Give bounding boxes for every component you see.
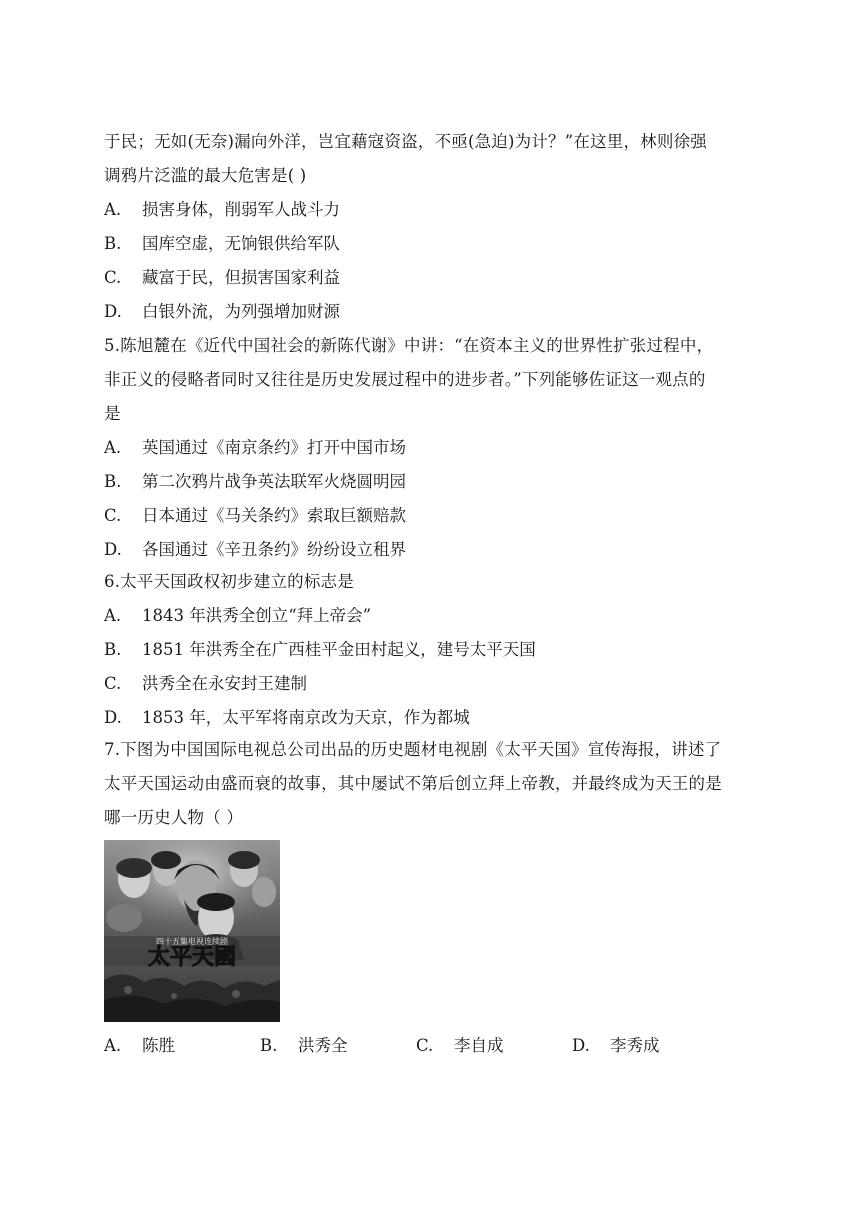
q5-option-a: A. 英国通过《南京条约》打开中国市场 bbox=[104, 438, 406, 457]
q6-option-c: C. 洪秀全在永安封王建制 bbox=[104, 674, 307, 693]
q5-stem-line: 是 bbox=[104, 404, 121, 423]
q4-option-c: C. 藏富于民，但损害国家利益 bbox=[104, 268, 340, 287]
q6-stem: 6.太平天国政权初步建立的标志是 bbox=[104, 572, 354, 591]
q7-stem-line: 哪一历史人物（ ） bbox=[104, 808, 244, 827]
poster-subtitle: 四十五集电视连续剧 bbox=[156, 937, 228, 946]
q7-option-a: A. 陈胜 bbox=[104, 1036, 175, 1055]
poster-title: 太平天國 bbox=[147, 944, 237, 970]
q7-option-c: C. 李自成 bbox=[416, 1036, 504, 1055]
tv-series-poster-image bbox=[104, 840, 280, 1022]
q6-option-b: B. 1851 年洪秀全在广西桂平金田村起义，建号太平天国 bbox=[104, 640, 536, 659]
q4-option-a: A. 损害身体，削弱军人战斗力 bbox=[104, 200, 340, 219]
q5-option-b: B. 第二次鸦片战争英法联军火烧圆明园 bbox=[104, 472, 406, 491]
q5-option-c: C. 日本通过《马关条约》索取巨额赔款 bbox=[104, 506, 406, 525]
q5-stem-line: 非正义的侵略者同时又往往是历史发展过程中的进步者。”下列能够佐证这一观点的 bbox=[104, 370, 706, 389]
q4-option-d: D. 白银外流，为列强增加财源 bbox=[104, 302, 340, 321]
q6-option-d: D. 1853 年，太平军将南京改为天京，作为都城 bbox=[104, 708, 470, 727]
q7-stem-line: 7.下图为中国国际电视总公司出品的历史题材电视剧《太平天国》宣传海报，讲述了 bbox=[104, 740, 722, 759]
q5-option-d: D. 各国通过《辛丑条约》纷纷设立租界 bbox=[104, 540, 406, 559]
q7-option-b: B. 洪秀全 bbox=[260, 1036, 348, 1055]
q4-option-b: B. 国库空虚，无饷银供给军队 bbox=[104, 234, 340, 253]
q4-stem-line: 调鸦片泛滥的最大危害是( ) bbox=[104, 166, 307, 185]
q4-stem-line: 于民；无如(无奈)漏向外洋，岂宜藉寇资盗，不亟(急迫)为计？”在这里，林则徐强 bbox=[104, 132, 707, 151]
poster-artwork bbox=[104, 840, 280, 1022]
q7-option-d: D. 李秀成 bbox=[572, 1036, 660, 1055]
q6-option-a: A. 1843 年洪秀全创立“拜上帝会” bbox=[104, 606, 372, 625]
q7-stem-line: 太平天国运动由盛而衰的故事，其中屡试不第后创立拜上帝教，并最终成为天王的是 bbox=[104, 774, 722, 793]
q5-stem-line: 5.陈旭麓在《近代中国社会的新陈代谢》中讲：“在资本主义的世界性扩张过程中， bbox=[104, 336, 714, 355]
